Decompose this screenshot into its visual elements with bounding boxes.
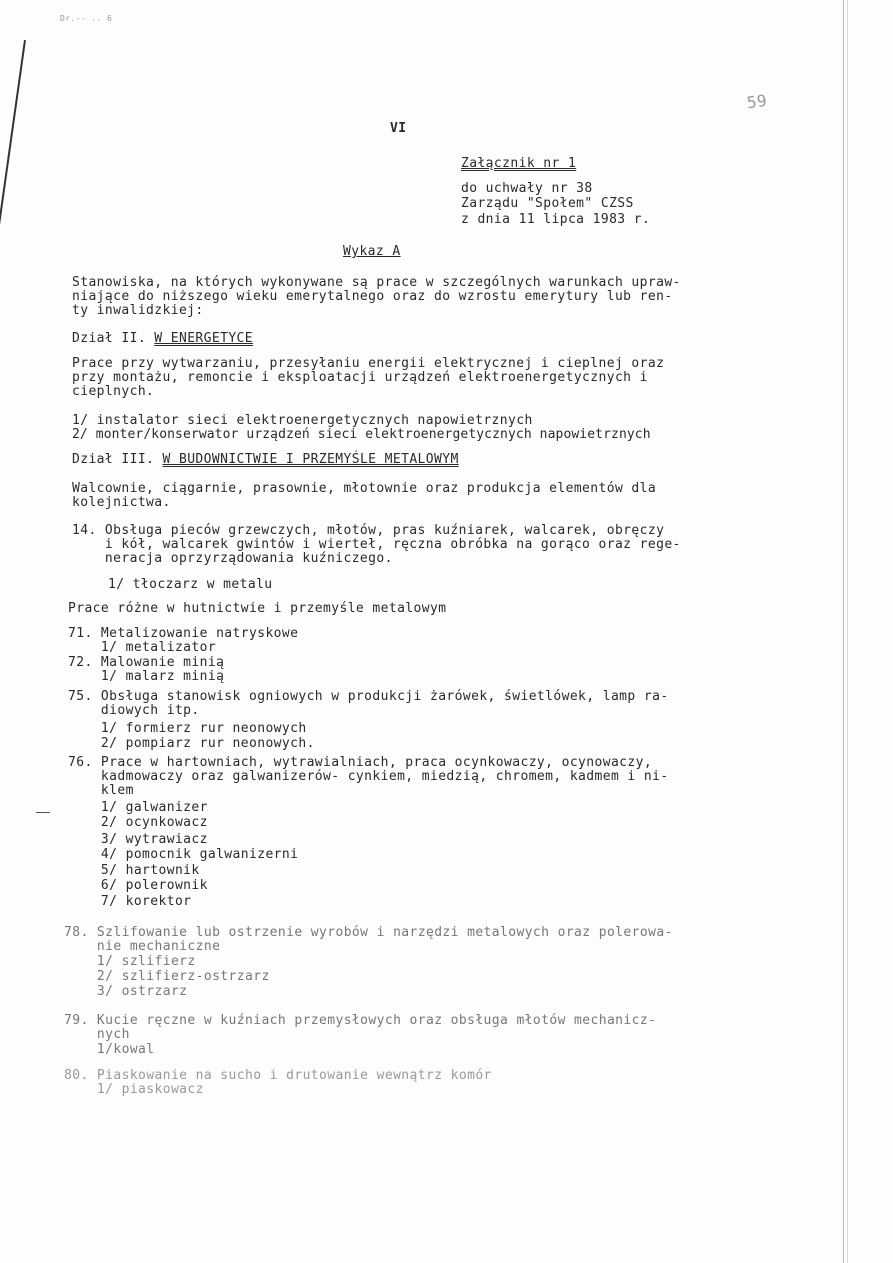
list-item: 2/ pompiarz rur neonowych. xyxy=(68,736,315,751)
text-line: i kół, walcarek gwintów i wierteł, ręczna obróbka na gorąco oraz rege- xyxy=(72,537,681,552)
text-line: nie mechaniczne xyxy=(64,939,221,954)
annex-line: do uchwały nr 38 xyxy=(461,181,593,196)
list-item: 4/ pomocnik galwanizerni xyxy=(68,847,299,862)
section-prefix: Dział III. xyxy=(72,452,155,467)
text-line: kolejnictwa. xyxy=(72,495,171,510)
text-line: 76. Prace w hartowniach, wytrawialniach, praca ocynkowaczy, ocynowaczy, xyxy=(68,755,653,770)
text-line: 78. Szlifowanie lub ostrzenie wyrobów i narzędzi metalowych oraz polerowa- xyxy=(64,925,673,940)
list-item: 1/ tłoczarz w metalu xyxy=(108,577,273,592)
section-heading xyxy=(72,332,253,346)
list-item: 1/kowal xyxy=(64,1042,155,1057)
section-heading xyxy=(72,453,459,467)
list-item: 5/ hartownik xyxy=(68,863,200,878)
list-item: 6/ polerownik xyxy=(68,878,208,893)
list-item: 3/ wytrawiacz xyxy=(68,832,208,847)
list-item: 1/ formierz rur neonowych xyxy=(68,721,307,736)
text-line: przy montażu, remoncie i eksploatacji urządzeń elektroenergetycznych i xyxy=(72,370,648,385)
text-line: 14. Obsługa pieców grzewczych, młotów, pras kuźniarek, walcarek, obręczy xyxy=(72,523,665,538)
section-title: W BUDOWNICTWIE I PRZEMYŚLE METALOWYM xyxy=(162,452,459,467)
list-item: 3/ ostrzarz xyxy=(64,984,188,999)
list-item: 2/ szlifierz-ostrzarz xyxy=(64,969,270,984)
text-line: cieplnych. xyxy=(72,384,155,399)
text-line: diowych itp. xyxy=(68,703,200,718)
text-line: nych xyxy=(64,1027,130,1042)
list-item: 1/ instalator sieci elektroenergetycznych napowietrznych xyxy=(72,413,533,428)
annex-line: Zarządu "Społem" CZSS xyxy=(461,196,634,211)
text-line: neracja oprzyrządowania kuźniczego. xyxy=(72,551,393,566)
text-line: 72. Malowanie minią xyxy=(68,655,225,670)
subsection-heading: Prace różne w hutnictwie i przemyśle metalowym xyxy=(68,601,447,616)
text-line: klem xyxy=(68,783,134,798)
text-line: 71. Metalizowanie natryskowe xyxy=(68,626,299,641)
section-prefix: Dział II. xyxy=(72,331,147,346)
text-line: Prace przy wytwarzaniu, przesyłaniu energii elektrycznej i cieplnej oraz xyxy=(72,356,665,371)
corner-mark: Dr.-- .. 6 xyxy=(60,14,113,23)
section-title: W ENERGETYCE xyxy=(154,331,254,346)
list-title: Wykaz A xyxy=(343,244,401,259)
text-line: kadmowaczy oraz galwanizerów- cynkiem, miedzią, chromem, kadmem i ni- xyxy=(68,769,669,784)
list-item: 1/ szlifierz xyxy=(64,954,196,969)
text-line: 79. Kucie ręczne w kuźniach przemysłowych oraz obsługa młotów mechanicz- xyxy=(64,1013,657,1028)
text-line: Stanowiska, na których wykonywane są prace w szczególnych warunkach upraw- xyxy=(72,275,681,290)
page-edge-line xyxy=(843,0,844,1263)
text-line: Walcownie, ciągarnie, prasownie, młotownie oraz produkcja elementów dla xyxy=(72,481,657,496)
list-item: 1/ metalizator xyxy=(68,640,217,655)
list-item: 1/ galwanizer xyxy=(68,800,208,815)
list-item: 2/ ocynkowacz xyxy=(68,815,208,830)
list-item: 2/ monter/konserwator urządzeń sieci elektroenergetycznych napowietrznych xyxy=(72,427,651,442)
text-line: ty inwalidzkiej: xyxy=(72,303,204,318)
text-line: 80. Piaskowanie na sucho i drutowanie wewnątrz komór xyxy=(64,1068,492,1083)
annex-line: z dnia 11 lipca 1983 r. xyxy=(461,212,651,227)
margin-note: 59 xyxy=(745,90,769,113)
list-item: 7/ korektor xyxy=(68,894,192,909)
list-item: 1/ piaskowacz xyxy=(64,1082,204,1097)
annex-title: Załącznik nr 1 xyxy=(461,156,577,171)
margin-pen-line xyxy=(0,40,25,258)
page-number: VI xyxy=(390,121,407,136)
page-edge-line-2 xyxy=(847,0,848,1263)
margin-dash xyxy=(36,812,50,813)
list-item: 1/ malarz minią xyxy=(68,669,225,684)
text-line: niające do niższego wieku emerytalnego oraz do wzrostu emerytury lub ren- xyxy=(72,289,673,304)
text-line: 75. Obsługa stanowisk ogniowych w produkcji żarówek, świetlówek, lamp ra- xyxy=(68,689,669,704)
